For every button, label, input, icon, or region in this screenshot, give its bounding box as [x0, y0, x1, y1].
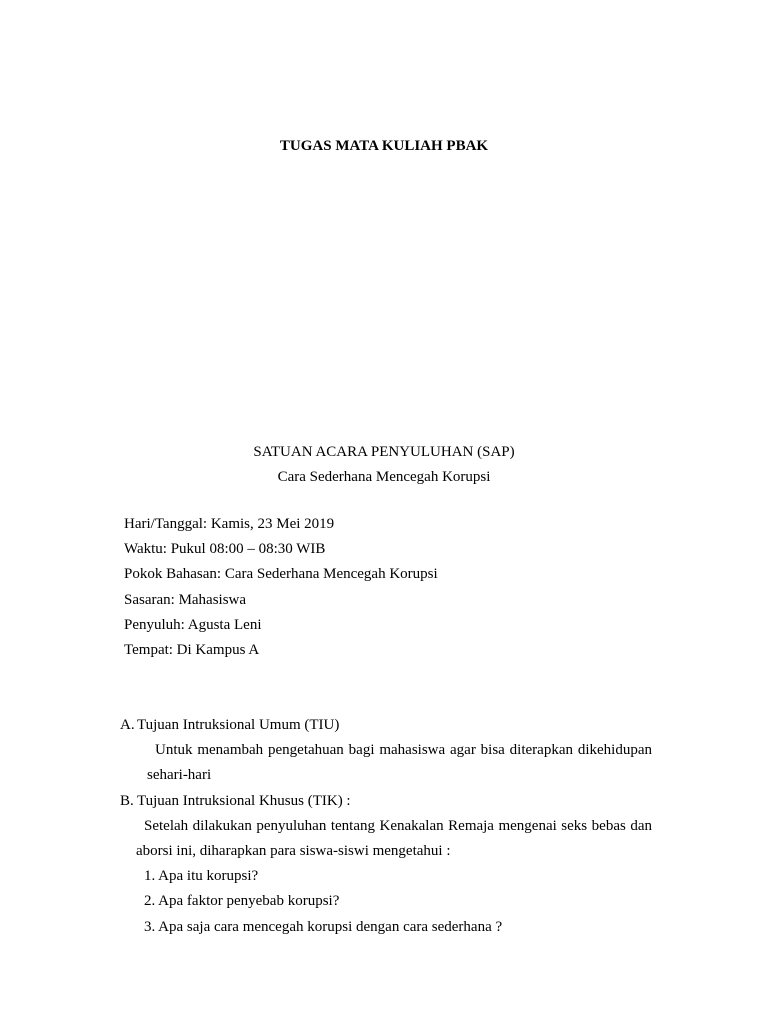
- sap-subheading: Cara Sederhana Mencegah Korupsi: [277, 469, 491, 485]
- info-place: Tempat: Di Kampus A: [124, 641, 260, 658]
- info-time: Waktu: Pukul 08:00 – 08:30 WIB: [124, 541, 326, 558]
- info-topic: Pokok Bahasan: Cara Sederhana Mencegah Korupsi: [124, 566, 438, 583]
- info-audience: Sasaran: Mahasiswa: [124, 591, 247, 608]
- section-a-marker: A.: [120, 717, 135, 733]
- sap-heading: SATUAN ACARA PENYULUHAN (SAP): [253, 444, 515, 460]
- section-a-body: Untuk menambah pengetahuan bagi mahasiswa agar bisa diterapkan dikehidupan sehari-hari: [147, 742, 652, 784]
- section-a-title: Tujuan Intruksional Umum (TIU): [137, 717, 340, 733]
- info-list: [124, 512, 438, 663]
- list-item: 1. Apa itu korupsi?: [144, 868, 259, 885]
- list-item: 3. Apa saja cara mencegah korupsi dengan cara sederhana ?: [144, 918, 503, 935]
- document-title: TUGAS MATA KULIAH PBAK: [279, 138, 489, 154]
- section-a-heading: [120, 713, 652, 738]
- info-date: Hari/Tanggal: Kamis, 23 Mei 2019: [124, 516, 335, 532]
- list-item: 2. Apa faktor penyebab korupsi?: [144, 893, 340, 910]
- sap-heading-block: [0, 440, 768, 490]
- info-speaker: Penyuluh: Agusta Leni: [124, 616, 262, 633]
- section-b-body: Setelah dilakukan penyuluhan tentang Kenakalan Remaja mengenai seks bebas dan aborsi ini, diharapkan para siswa-siswi mengetahui :: [136, 817, 652, 859]
- section-b-title: Tujuan Intruksional Khusus (TIK) :: [137, 792, 351, 809]
- section-b-heading: [120, 789, 652, 814]
- objectives-sections: [120, 713, 652, 940]
- section-b-list: [144, 864, 652, 940]
- section-b-marker: B.: [120, 792, 134, 809]
